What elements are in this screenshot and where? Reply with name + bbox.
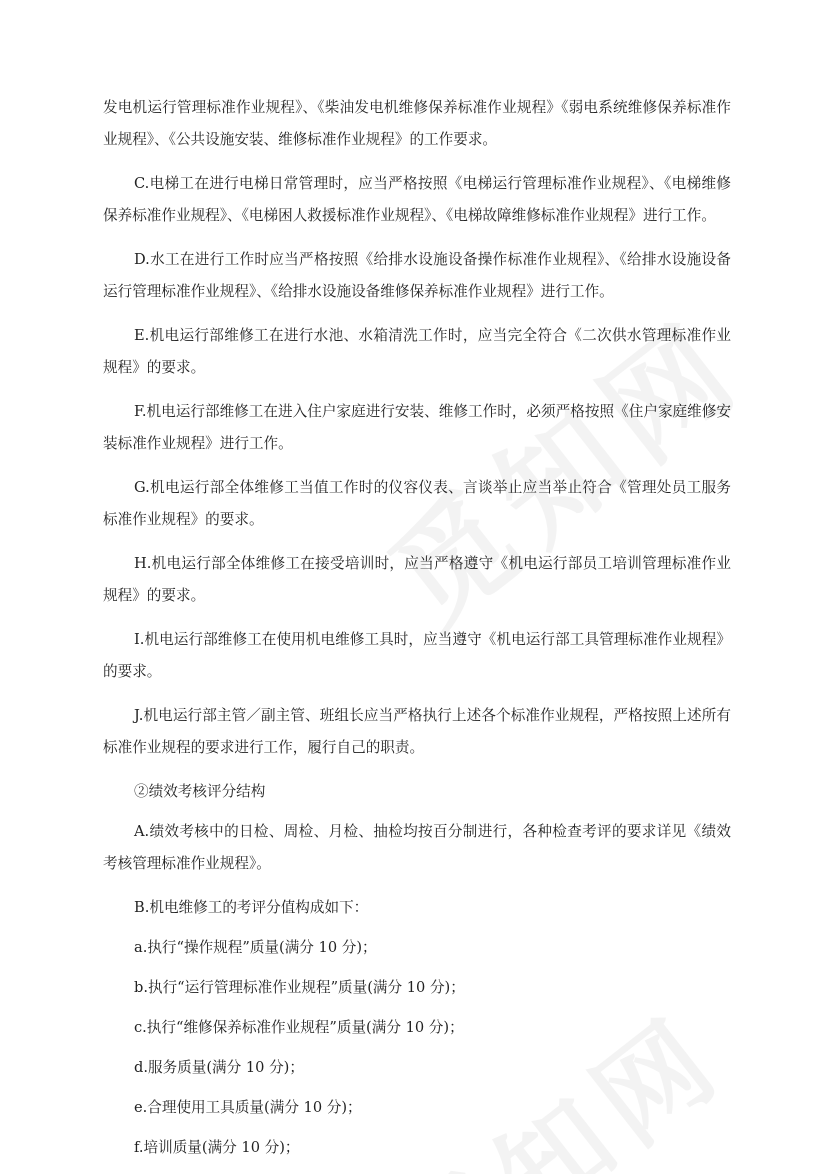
paragraph-item-f: F.机电运行部维修工在进入住户家庭进行安装、维修工作时，必须严格按照《住户家庭维修安装标准作业规程》进行工作。 bbox=[103, 403, 731, 452]
paragraph-item-e: E.机电运行部维修工在进行水池、水箱清洗工作时，应当完全符合《二次供水管理标准作业规程》的要求。 bbox=[103, 327, 731, 376]
document-body bbox=[103, 92, 731, 1172]
paragraph-item-b: B.机电维修工的考评分值构成如下： bbox=[134, 899, 369, 916]
paragraph-item-c: C.电梯工在进行电梯日常管理时，应当严格按照《电梯运行管理标准作业规程》、《电梯维修保养标准作业规程》、《电梯困人救援标准作业规程》、《电梯故障维修标准作业规程》进行工作。 bbox=[103, 175, 731, 224]
paragraph-item-d: D.水工在进行工作时应当严格按照《给排水设施设备操作标准作业规程》、《给排水设施设备运行管理标准作业规程》、《给排水设施设备维修保养标准作业规程》进行工作。 bbox=[103, 251, 731, 300]
list-item-e: e.合理使用工具质量(满分 10 分)； bbox=[134, 1099, 362, 1116]
paragraph-item-i: I.机电运行部维修工在使用机电维修工具时，应当遵守《机电运行部工具管理标准作业规程》的要求。 bbox=[103, 631, 731, 680]
paragraph-item-a: A.绩效考核中的日检、周检、月检、抽检均按百分制进行，各种检查考评的要求详见《绩效考核管理标准作业规程》。 bbox=[103, 823, 731, 872]
list-item-b: b.执行“运行管理标准作业规程”质量(满分 10 分)； bbox=[134, 979, 465, 996]
paragraph-item-h: H.机电运行部全体维修工在接受培训时，应当严格遵守《机电运行部员工培训管理标准作业规程》的要求。 bbox=[103, 555, 731, 604]
section-heading-scoring-structure: ②绩效考核评分结构 bbox=[134, 783, 266, 800]
paragraph-item-j: J.机电运行部主管／副主管、班组长应当严格执行上述各个标准作业规程，严格按照上述所有标准作业规程的要求进行工作，履行自己的职责。 bbox=[103, 707, 731, 756]
list-item-c: c.执行“维修保养标准作业规程”质量(满分 10 分)； bbox=[134, 1019, 464, 1036]
paragraph-continuation: 发电机运行管理标准作业规程》、《柴油发电机维修保养标准作业规程》《弱电系统维修保养标准作业规程》、《公共设施安装、维修标准作业规程》的工作要求。 bbox=[103, 99, 731, 148]
list-item-d: d.服务质量(满分 10 分)； bbox=[134, 1059, 304, 1076]
list-item-f: f.培训质量(满分 10 分)； bbox=[134, 1139, 300, 1156]
paragraph-item-g: G.机电运行部全体维修工当值工作时的仪容仪表、言谈举止应当举止符合《管理处员工服务标准作业规程》的要求。 bbox=[103, 479, 731, 528]
list-item-a: a.执行“操作规程”质量(满分 10 分)； bbox=[134, 939, 377, 956]
